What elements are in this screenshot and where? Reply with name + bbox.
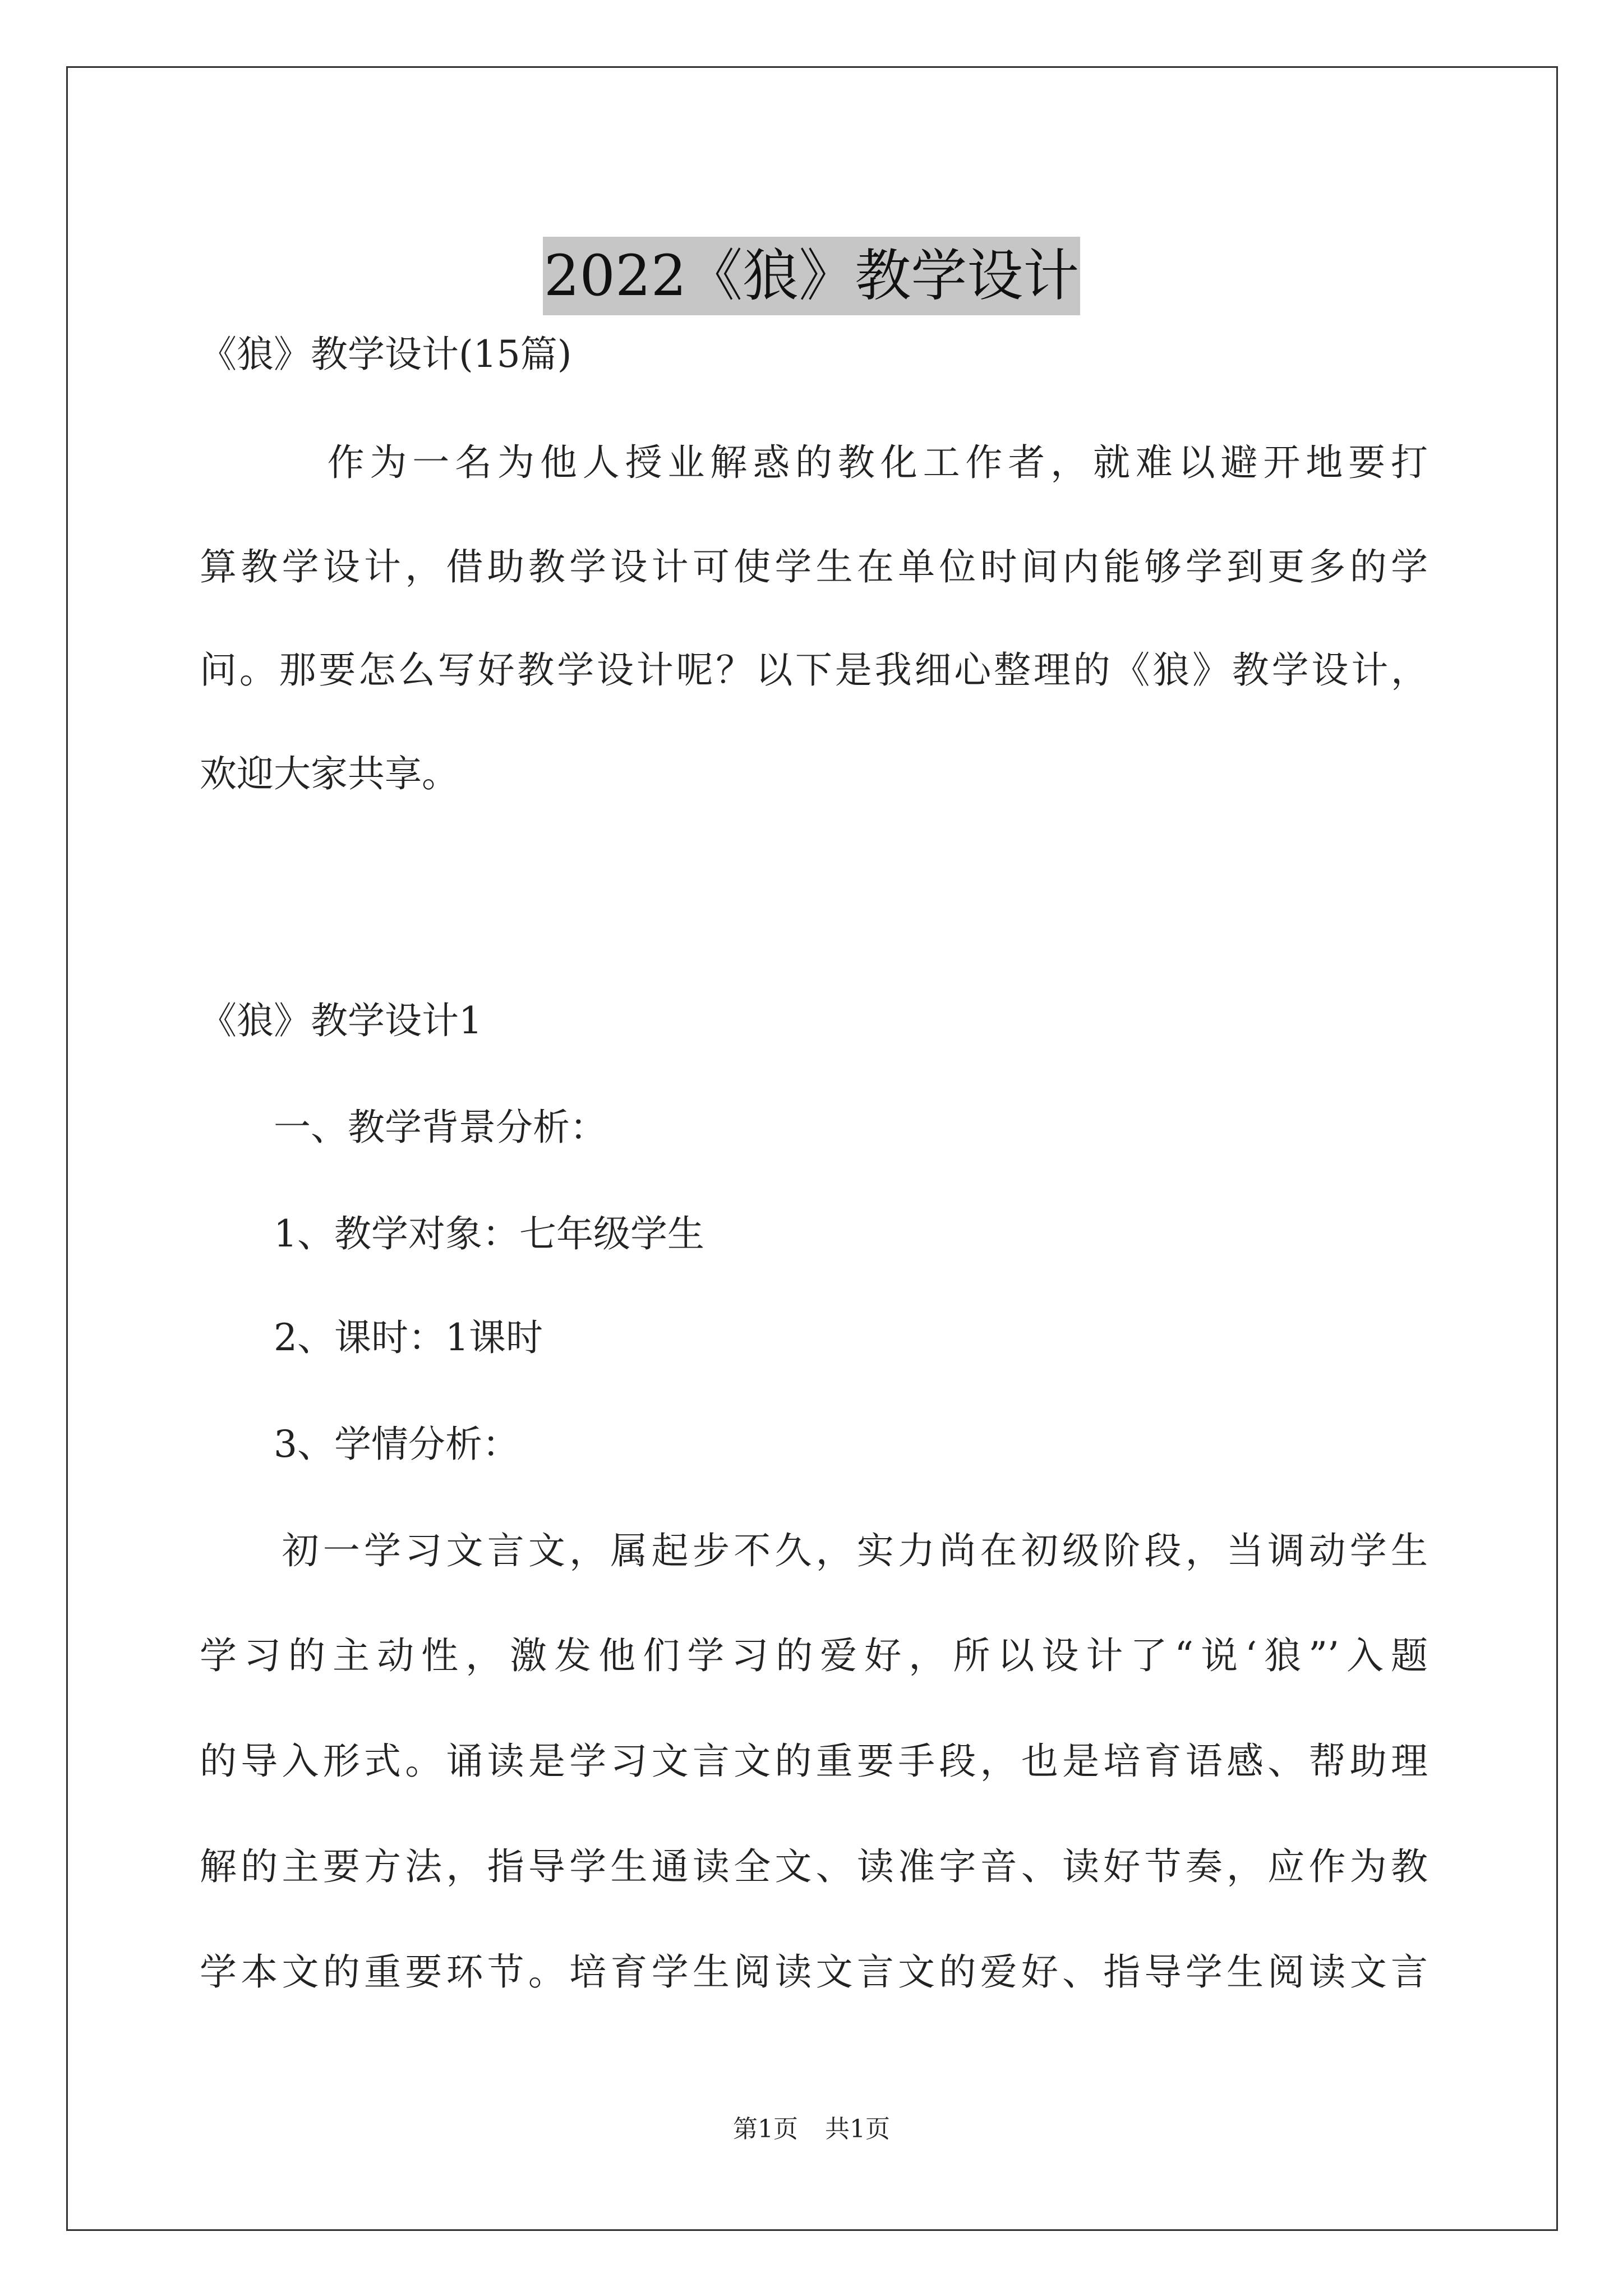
body-line: 学习的主动性，激发他们学习的爱好，所以设计了“说‘狼”’入题	[200, 1634, 1428, 1677]
page-number: 第1页	[733, 2115, 798, 2143]
body-line: 学本文的重要环节。培育学生阅读文言文的爱好、指导学生阅读文言	[200, 1950, 1428, 1994]
body-line: 作为一名为他人授业解惑的教化工作者，就难以避开地要打	[200, 441, 1428, 484]
page-total: 共1页	[825, 2115, 890, 2143]
page-footer	[0, 2114, 1623, 2145]
body-line: 2、课时：1课时	[200, 1316, 543, 1359]
body-line: 3、学情分析：	[200, 1423, 519, 1466]
body-line: 的导入形式。诵读是学习文言文的重要手段，也是培育语感、帮助理	[200, 1740, 1428, 1783]
body-line: 1、教学对象：七年级学生	[200, 1212, 704, 1255]
document-title: 2022《狼》教学设计	[543, 237, 1081, 315]
body-line: 初一学习文言文，属起步不久，实力尚在初级阶段，当调动学生	[200, 1529, 1428, 1572]
body-line: 算教学设计，借助教学设计可使学生在单位时间内能够学到更多的学	[200, 545, 1428, 588]
body-line: 欢迎大家共享。	[200, 752, 459, 795]
body-line: 一、教学背景分析：	[200, 1106, 607, 1149]
subtitle-line: 《狼》教学设计(15篇)	[200, 333, 572, 376]
section-heading: 《狼》教学设计1	[200, 999, 482, 1042]
title-container	[0, 199, 1623, 353]
body-line: 问。那要怎么写好教学设计呢？以下是我细心整理的《狼》教学设计，	[200, 648, 1428, 692]
body-line: 解的主要方法，指导学生通读全文、读准字音、读好节奏，应作为教	[200, 1845, 1428, 1888]
